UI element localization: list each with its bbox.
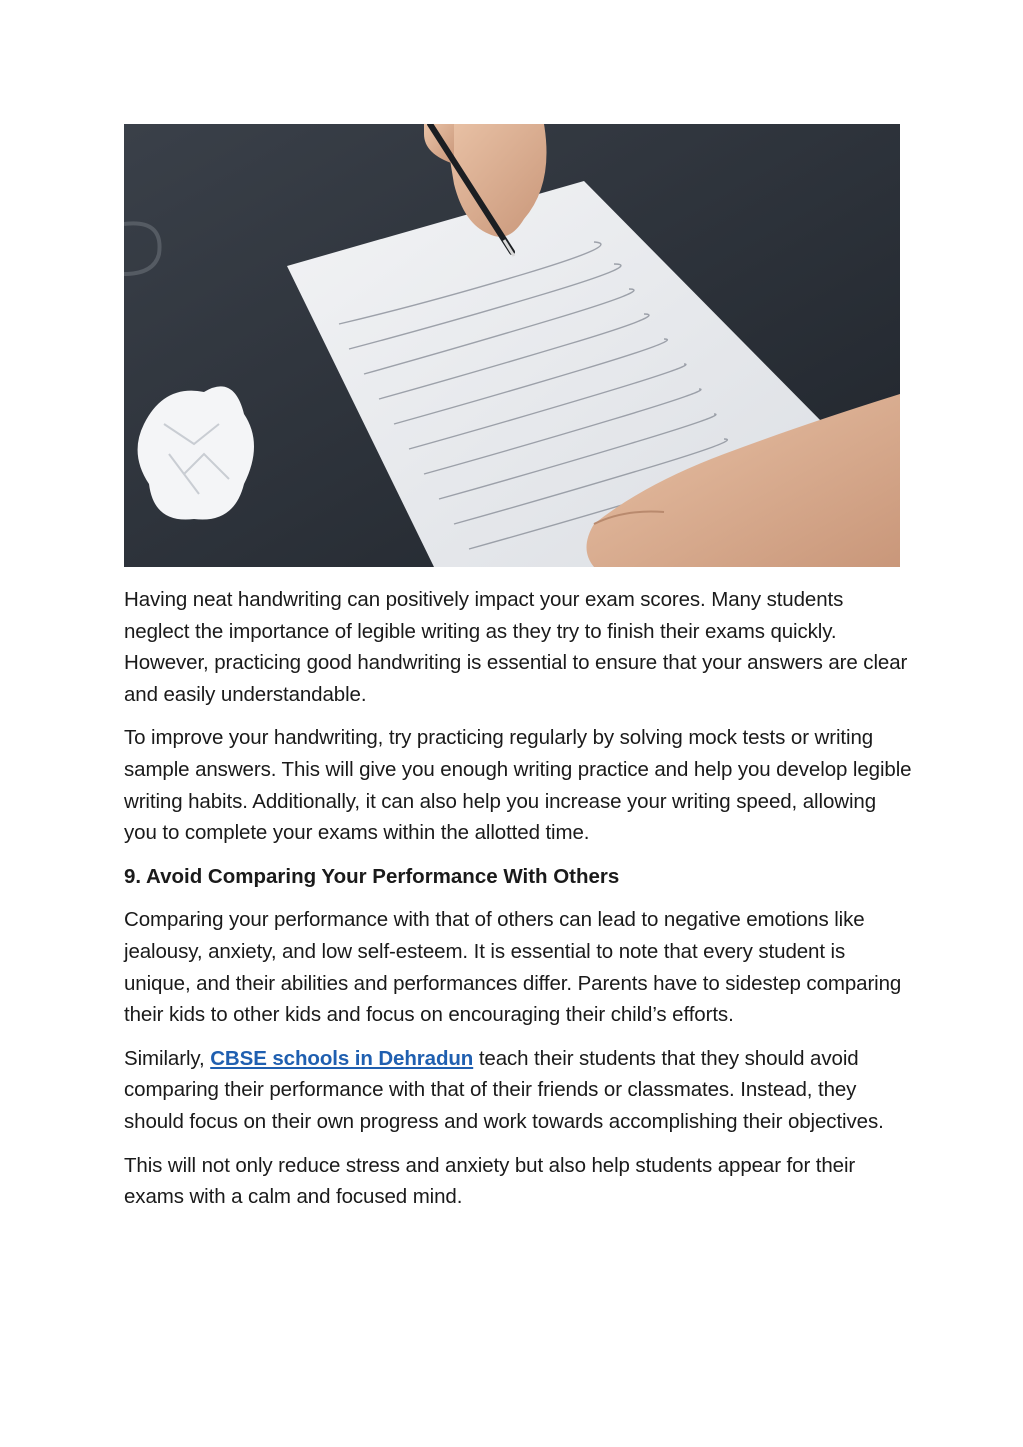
section-heading: 9. Avoid Comparing Your Performance With Others — [124, 864, 620, 888]
paragraph-handwriting-impact: Having neat handwriting can positively impact your exam scores. Many students neglect the importance of legible writing as they try to finish their exams quickly. However, practicing good handwriting is essential to ensure that your answers are clear and easily understandable. — [124, 588, 908, 706]
paragraph-improve-handwriting: To improve your handwriting, try practicing regularly by solving mock tests or writing sample answers. This will give you enough writing practice and help you develop legible writing habits. Additionally, it can also help you increase your writing speed, allowing you to complete your exams within the allotted time. — [124, 726, 912, 845]
handwriting-photo — [124, 124, 900, 567]
paragraph-comparing-performance: Comparing your performance with that of others can lead to negative emotions like jealousy, anxiety, and low self-esteem. It is essential to note that every student is unique, and their abilities and performances differ. Parents have to sidestep comparing their kids to other kids and focus on encouraging their child’s efforts. — [124, 908, 902, 1027]
handwriting-photo-illustration — [124, 124, 900, 567]
cbse-schools-link[interactable]: CBSE schools in Dehradun — [210, 1046, 474, 1070]
article-body — [124, 584, 914, 1225]
paragraph-text-before-link: Similarly, — [124, 1046, 211, 1070]
paragraph-cbse-schools — [124, 1043, 914, 1138]
paragraph-text-after-link: teach their students that they should avoid comparing their performance with that of their friends or classmates. Instead, they should focus on their own progress and work towards accomplishing their objectives. — [124, 1046, 884, 1133]
paragraph-reduce-stress: This will not only reduce stress and anxiety but also help students appear for their exams with a calm and focused mind. — [124, 1153, 856, 1209]
